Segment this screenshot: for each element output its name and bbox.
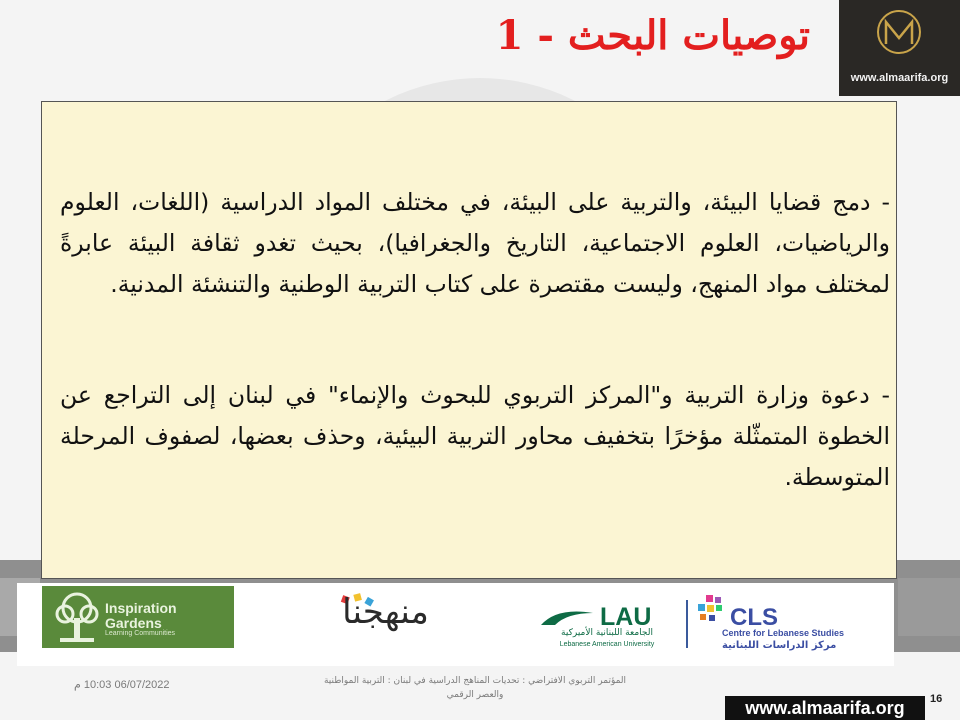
cls-arabic-name: مركز الدراسات اللبنانية (722, 640, 837, 651)
cls-logo-text: CLS (730, 604, 778, 631)
slide-title: توصيات البحث - 1 (495, 12, 810, 59)
bottom-url-text: www.almaarifa.org (745, 698, 905, 718)
lau-english-name: Lebanese American University (559, 641, 655, 648)
inspiration-gardens-subtitle: Learning Communities (105, 630, 176, 637)
slide-page-number: 16 (930, 693, 943, 705)
footer-datetime: 06/07/2022 10:03 م (74, 679, 170, 691)
lau-cedar-icon (537, 605, 597, 629)
cls-squares-icon (696, 595, 730, 627)
recommendation-paragraph-2: - دعوة وزارة التربية و"المركز التربوي للبحوث والإنماء" في لبنان إلى التراجع عن الخطوة المتمثّلة مؤخرًا بتخفيف محاور التربية البيئية، وحذف بعضها، لصفوف المرحلة المتوسطة. (60, 381, 890, 491)
cls-english-name: Centre for Lebanese Studies (722, 628, 845, 638)
recommendation-paragraph-1: - دمج قضايا البيئة، والتربية على البيئة، في مختلف المواد الدراسية (اللغات، العلوم والرياضيات، العلوم الاجتماعية، التاريخ والجغرافيا)، بحيث تغدو ثقافة البيئة عابرةً لمختلف مواد المنهج، وليست مقتصرة على كتاب التربية الوطنية والتنشئة المدنية. (60, 188, 890, 298)
tree-icon (54, 590, 100, 644)
logo-divider (686, 600, 688, 648)
lau-arabic-name: الجامعة اللبنانية الأميركية (561, 628, 653, 638)
footer-conference-title: المؤتمر التربوي الافتراضي : تحديات المناهج الدراسية في لبنان : التربية المواطنية والعصر الرقمي (323, 676, 627, 700)
lau-logo-text: LAU (600, 603, 652, 631)
content-panel (41, 101, 897, 579)
logo-url: www.almaarifa.org (850, 72, 949, 84)
inspiration-gardens-name: Inspiration Gardens (105, 600, 177, 631)
background-watermark-right (898, 578, 960, 636)
almaarifa-m-icon (877, 10, 921, 54)
manhajuna-text: منهجنا (342, 592, 429, 632)
